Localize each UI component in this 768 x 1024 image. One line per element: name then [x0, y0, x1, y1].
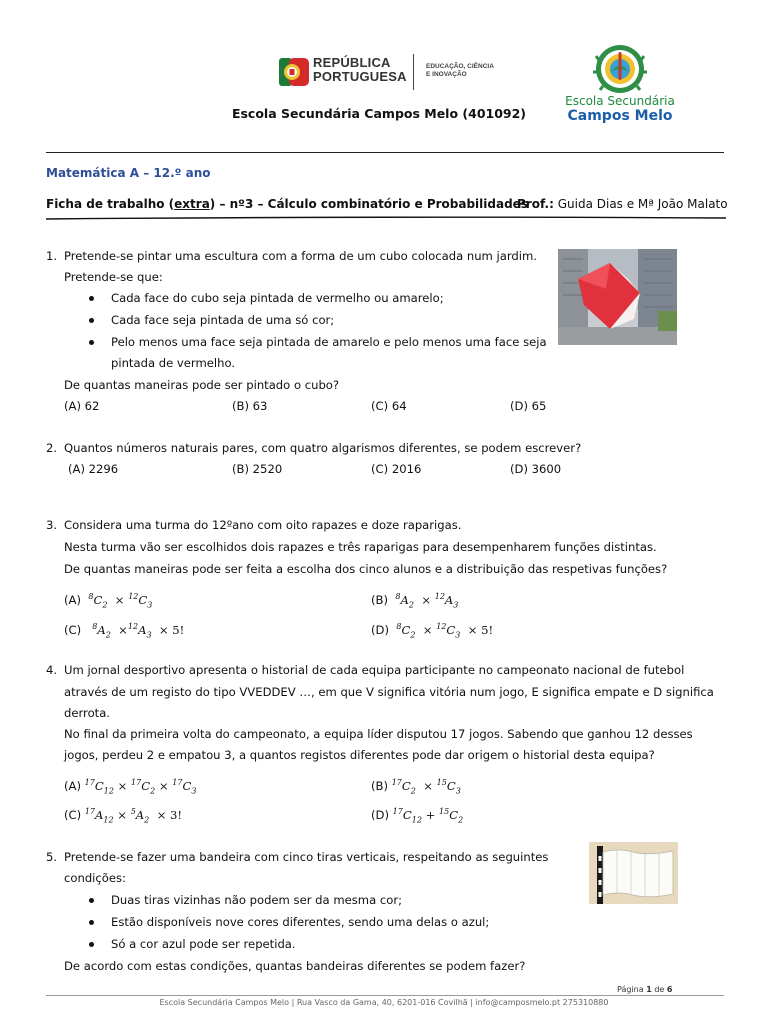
q1-condition: Cada face seja pintada de uma só cor; [111, 313, 335, 327]
q4-number: 4. [46, 663, 58, 677]
title-underline [46, 215, 726, 221]
school-emblem-icon [591, 42, 649, 94]
q1-question: De quantas maneiras pode ser pintado o cubo? [64, 378, 340, 392]
flag-image [589, 842, 678, 904]
bullet-icon [89, 340, 94, 345]
footer-text: Escola Secundária Campos Melo | Rua Vasco da Gama, 40, 6201-016 Covilhã | info@camposmelo.pt 275310880 [159, 998, 609, 1007]
q3-option-d: (D) $^8C_2 \times ^{12}C_3 \times 5$! [371, 622, 494, 640]
q5-condition: Estão disponíveis nove cores diferentes, sendo uma delas o azul; [111, 915, 490, 929]
page-number: Página 1 de 6 [617, 985, 673, 994]
q5-text: condições: [64, 871, 126, 885]
cube-sculpture-photo [558, 249, 677, 345]
republica-portuguesa-text: REPÚBLICA PORTUGUESA [313, 55, 407, 84]
q5-condition: Duas tiras vizinhas não podem ser da mesma cor; [111, 893, 403, 907]
q1-option-b: (B) 63 [232, 399, 268, 413]
q5-question: De acordo com estas condições, quantas bandeiras diferentes se podem fazer? [64, 959, 526, 973]
school-logo-line2: Campos Melo [567, 108, 673, 124]
q3-option-b: (B) $^8A_2 \times ^{12}A_3$ [371, 592, 459, 610]
bullet-icon [89, 318, 94, 323]
header-divider [46, 152, 724, 153]
q3-text: Considera uma turma do 12ºano com oito rapazes e doze raparigas. [64, 518, 462, 532]
school-logo [560, 42, 680, 128]
bullet-icon [89, 920, 94, 925]
q2-option-c: (C) 2016 [371, 462, 422, 476]
q1-option-c: (C) 64 [371, 399, 407, 413]
q1-text: Pretende-se que: [64, 270, 163, 284]
bullet-icon [89, 942, 94, 947]
school-logo-line1: Escola Secundária [565, 94, 675, 108]
q3-option-c: (C) $^8A_2 \times^{12}A_3 \times 5$! [64, 622, 185, 640]
subject-title: Matemática A – 12.º ano [46, 166, 211, 180]
q2-option-b: (B) 2520 [232, 462, 283, 476]
q4-question: jogos, perdeu 2 e empatou 3, a quantos registos diferentes pode dar origem o historial desta equipa? [64, 748, 655, 762]
bullet-icon [89, 898, 94, 903]
q3-question: De quantas maneiras pode ser feita a escolha dos cinco alunos e a distribuição das respetivas funções? [64, 562, 668, 576]
footer-divider [46, 995, 724, 996]
worksheet-title: Ficha de trabalho (extra) – nº3 – Cálculo combinatório e Probabilidades [46, 197, 528, 211]
q4-text: através de um registo do tipo VVEDDEV …, em que V significa vitória num jogo, E significa empate e D significa [64, 685, 714, 699]
bullet-icon [89, 296, 94, 301]
q2-number: 2. [46, 441, 58, 455]
q1-number: 1. [46, 249, 58, 263]
logo-divider [413, 54, 414, 90]
q2-option-d: (D) 3600 [510, 462, 562, 476]
q1-condition: Cada face do cubo seja pintada de vermelho ou amarelo; [111, 291, 444, 305]
q3-text: Nesta turma vão ser escolhidos dois rapazes e três raparigas para desempenharem funções distintas. [64, 540, 657, 554]
teachers-line: Prof.: Guida Dias e Mª João Malato [517, 197, 728, 211]
republica-portuguesa-logo [277, 54, 494, 92]
q5-condition: Só a cor azul pode ser repetida. [111, 937, 296, 951]
q1-condition: pintada de vermelho. [111, 356, 236, 370]
q5-text: Pretende-se fazer uma bandeira com cinco tiras verticais, respeitando as seguintes [64, 850, 549, 864]
q4-text: No final da primeira volta do campeonato, a equipa líder disputou 17 jogos. Sabendo que ganhou 12 desses [64, 727, 693, 741]
q4-option-c: (C) $^{17}A_{12} \times ^5A_2 \times 3$! [64, 807, 183, 825]
q2-option-a: (A) 2296 [68, 462, 119, 476]
q2-text: Quantos números naturais pares, com quatro algarismos diferentes, se podem escrever? [64, 441, 582, 455]
q3-number: 3. [46, 518, 58, 532]
q1-text: Pretende-se pintar uma escultura com a forma de um cubo colocada num jardim. [64, 249, 537, 263]
q4-option-a: (A) $^{17}C_{12} \times ^{17}C_2 \times ^{17}C_3$ [64, 778, 197, 796]
q1-option-a: (A) 62 [64, 399, 100, 413]
q3-option-a: (A) $^8C_2 \times ^{12}C_3$ [64, 592, 153, 610]
q4-option-b: (B) $^{17}C_2 \times ^{15}C_3$ [371, 778, 461, 796]
q5-number: 5. [46, 850, 58, 864]
q1-condition: Pelo menos uma face seja pintada de amarelo e pelo menos uma face seja [111, 335, 547, 349]
q1-option-d: (D) 65 [510, 399, 547, 413]
q4-text: Um jornal desportivo apresenta o historial de cada equipa participante no campeonato nacional de futebol [64, 663, 685, 677]
school-title: Escola Secundária Campos Melo (401092) [231, 106, 527, 121]
q4-option-d: (D) $^{17}C_{12} + ^{15}C_2$ [371, 807, 464, 825]
portugal-emblem-icon [277, 54, 311, 90]
ministry-text: EDUCAÇÃO, CIÊNCIA E INOVAÇÃO [426, 63, 494, 78]
q4-text: derrota. [64, 706, 110, 720]
